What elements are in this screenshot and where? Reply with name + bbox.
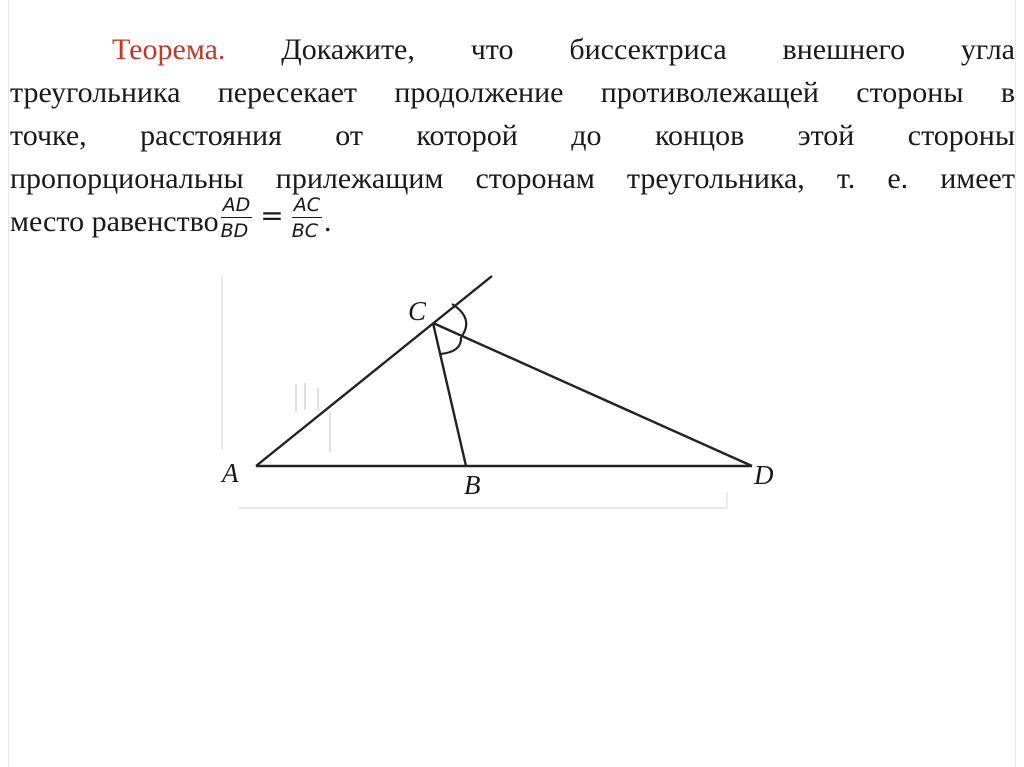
label-B: B xyxy=(464,470,481,500)
theorem-line-2: треугольника пересекает продолжение противолежащей стороны в xyxy=(10,76,1015,109)
angle-arc-lower xyxy=(440,337,461,354)
theorem-title: Теорема. xyxy=(112,33,226,66)
fraction-left-numerator: AD xyxy=(222,194,251,217)
fraction-right-numerator: AC xyxy=(293,194,321,217)
theorem-line-3: точке, расстояния от которой до концов этой стороны xyxy=(10,119,1015,152)
label-A: A xyxy=(222,458,239,488)
fraction-left-denominator: BD xyxy=(220,220,249,243)
period: . xyxy=(324,205,332,238)
equals-sign: = xyxy=(260,199,284,232)
scan-artifact-marks xyxy=(296,383,330,452)
fraction-right-denominator: BC xyxy=(291,220,319,243)
line-CB xyxy=(433,323,466,466)
theorem-line-4: пропорциональны прилежащим сторонам треугольника, т. е. имеет xyxy=(10,162,1015,195)
label-C: C xyxy=(408,296,427,326)
bisector-CD xyxy=(433,323,752,466)
theorem-line-1-rest: Докажите, что биссектриса внешнего угла xyxy=(281,33,1015,66)
label-D: D xyxy=(754,460,774,490)
line-AC-extended xyxy=(256,276,492,466)
theorem-line-5-text: место равенство xyxy=(10,205,219,238)
